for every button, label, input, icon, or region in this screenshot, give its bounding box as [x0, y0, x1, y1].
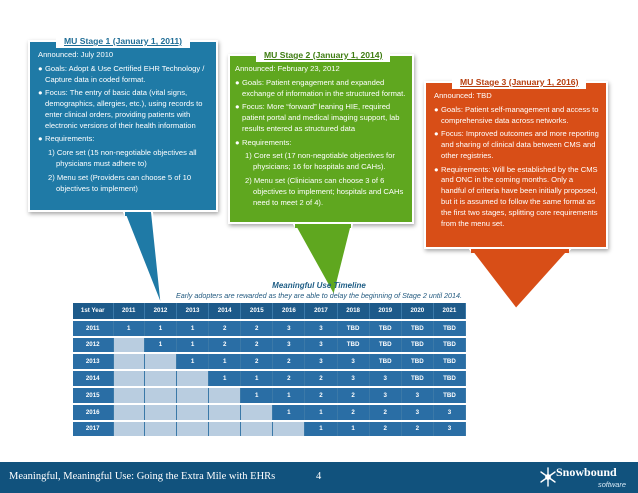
stage-cell — [144, 387, 176, 404]
stage-cell: 3 — [337, 353, 369, 370]
header-year: 2021 — [433, 303, 465, 320]
stage-cell: 3 — [433, 404, 465, 421]
stage1-announced: Announced: July 2010 — [38, 50, 114, 59]
stage2-goals — [235, 78, 406, 100]
stage-cell: TBD — [401, 353, 433, 370]
header-year: 2018 — [337, 303, 369, 320]
stage-cell: 2 — [273, 353, 305, 370]
stage2-list — [235, 78, 406, 149]
stage2-title: MU Stage 2 (January 1, 2014) — [256, 48, 390, 62]
bullet-icon: ● — [235, 77, 240, 87]
table-row — [73, 320, 466, 337]
timeline-table — [73, 303, 466, 438]
stage3-title: MU Stage 3 (January 1, 2016) — [452, 75, 586, 89]
stage-cell: 1 — [177, 337, 209, 354]
stage2-req1: 1) Core set (17 non-negotiable objectives for physicians; 16 for hospitals and CAHs). — [245, 151, 395, 172]
stage-cell: 1 — [144, 337, 176, 354]
stage2-announced: Announced: February 23, 2012 — [235, 64, 340, 73]
bullet-icon: ● — [434, 129, 439, 139]
stage1-req2: 2) Menu set (Providers can choose 5 of 10 objectives to implement) — [48, 172, 192, 193]
timeline-header-row — [73, 303, 466, 320]
stage-cell: 2 — [369, 404, 401, 421]
stage1-focus — [38, 88, 210, 131]
stage3-list — [434, 105, 600, 230]
page-number: 4 — [316, 471, 322, 482]
stage-cell: 3 — [369, 387, 401, 404]
table-row — [73, 404, 466, 421]
stage-cell — [209, 421, 241, 438]
brand-subtitle: software — [598, 480, 626, 489]
header-year: 2019 — [369, 303, 401, 320]
stage-cell: 2 — [337, 387, 369, 404]
stage-cell: TBD — [433, 320, 465, 337]
stage-cell: 1 — [177, 320, 209, 337]
stage-cell — [209, 387, 241, 404]
stage2-requirements-text: Requirements: — [242, 137, 292, 147]
stage1-title: MU Stage 1 (January 1, 2011) — [56, 34, 190, 48]
stage1-focus-text: Focus: The entry of basic data (vital signs, demographics, allergies, etc.), using records to enter clinical orders, providing patients with electronic versions of their health information — [45, 88, 203, 130]
footer-bar — [0, 462, 638, 493]
stage-cell: 1 — [337, 421, 369, 438]
stage-cell — [113, 404, 144, 421]
stage-cell — [177, 370, 209, 387]
stage-cell — [144, 404, 176, 421]
stage-cell: 1 — [305, 404, 337, 421]
stage-cell: 1 — [273, 404, 305, 421]
header-year: 2011 — [113, 303, 144, 320]
stage-cell: TBD — [433, 353, 465, 370]
stage-cell: TBD — [401, 320, 433, 337]
stage-cell: TBD — [401, 370, 433, 387]
stage-cell: 1 — [241, 370, 273, 387]
bullet-icon: ● — [38, 88, 43, 98]
stage2-callout — [228, 50, 414, 224]
stage-cell: TBD — [401, 337, 433, 354]
stage-cell: TBD — [369, 353, 401, 370]
stage-cell — [144, 353, 176, 370]
header-year: 2016 — [273, 303, 305, 320]
stage-cell: 2 — [241, 337, 273, 354]
stage2-requirements — [235, 138, 406, 149]
stage-cell: 2 — [241, 320, 273, 337]
stage3-announced: Announced: TBD — [434, 91, 492, 100]
stage-cell — [144, 370, 176, 387]
timeline-subtitle: Early adopters are rewarded as they are able to delay the beginning of Stage 2 until 2014. — [175, 291, 463, 300]
header-year: 2014 — [209, 303, 241, 320]
stage-cell — [177, 387, 209, 404]
stage-cell: TBD — [369, 320, 401, 337]
stage3-callout — [424, 77, 608, 249]
stage3-focus — [434, 129, 600, 161]
stage-cell — [209, 404, 241, 421]
stage1-requirements-text: Requirements: — [45, 134, 95, 144]
stage-cell: 3 — [273, 320, 305, 337]
stage1-goals — [38, 64, 210, 86]
stage-cell: 2 — [369, 421, 401, 438]
table-row — [73, 353, 466, 370]
stage-cell: TBD — [337, 337, 369, 354]
footer-title: Meaningful, Meaningful Use: Going the Extra Mile with EHRs — [9, 471, 276, 482]
stage-cell — [113, 370, 144, 387]
row-year-cell: 2017 — [73, 421, 113, 438]
timeline-table-wrap — [73, 303, 466, 438]
stage-cell: 3 — [337, 370, 369, 387]
stage-cell: 3 — [401, 404, 433, 421]
stage-cell: 1 — [144, 320, 176, 337]
stage-cell: 1 — [305, 421, 337, 438]
stage-cell: 2 — [209, 337, 241, 354]
stage1-sub-list — [38, 148, 210, 194]
bullet-icon: ● — [434, 104, 439, 114]
timeline-title: Meaningful Use Timeline — [272, 281, 366, 290]
snowbound-logo — [538, 465, 634, 491]
stage3-goals — [434, 105, 600, 127]
stage-cell: TBD — [433, 337, 465, 354]
timeline-table-body — [73, 320, 466, 438]
header-year: 2012 — [144, 303, 176, 320]
stage-cell — [273, 421, 305, 438]
stage2-focus — [235, 102, 406, 134]
bullet-icon: ● — [235, 102, 240, 112]
stage-cell — [177, 421, 209, 438]
stage-cell — [113, 353, 144, 370]
stage-cell — [144, 421, 176, 438]
stage-cell: 2 — [305, 370, 337, 387]
stage-cell: 2 — [401, 421, 433, 438]
bullet-icon: ● — [235, 137, 240, 147]
bullet-icon: ● — [38, 134, 43, 144]
row-year-cell: 2015 — [73, 387, 113, 404]
stage-cell: 2 — [273, 370, 305, 387]
stage1-requirements — [38, 134, 210, 145]
header-year: 2017 — [305, 303, 337, 320]
stage-cell — [241, 421, 273, 438]
brand-name: Snowbound — [556, 465, 617, 479]
stage-cell: TBD — [369, 337, 401, 354]
stage-cell: 1 — [241, 387, 273, 404]
stage1-callout — [28, 36, 218, 212]
stage3-goals-text: Goals: Patient self-management and access to comprehensive data across networks. — [441, 104, 599, 125]
stage-cell: 3 — [305, 320, 337, 337]
row-year-cell: 2011 — [73, 320, 113, 337]
stage2-goals-text: Goals: Patient engagement and expanded exchange of information in the structured format. — [242, 77, 406, 98]
snowflake-icon — [540, 466, 556, 488]
stage-cell: TBD — [433, 387, 465, 404]
stage-cell: 3 — [433, 421, 465, 438]
stage-cell — [177, 404, 209, 421]
stage2-focus-text: Focus: More “forward” leaning HIE, required patient portal and medical imaging support, lab results entered as structured data — [242, 102, 400, 133]
stage-cell — [113, 387, 144, 404]
stage-cell — [113, 421, 144, 438]
row-year-cell: 2012 — [73, 337, 113, 354]
table-row — [73, 421, 466, 438]
stage-cell: 1 — [209, 353, 241, 370]
stage-cell: TBD — [433, 370, 465, 387]
stage3-requirements-text: Requirements: Will be established by the CMS and ONC in the coming months. Only a handful of criteria have been initially proposed, but it is assumed to follow the same format as the first two stages, splitting core requirements from the menu set. — [441, 164, 598, 228]
stage1-goals-text: Goals: Adopt & Use Certified EHR Technology / Capture data in coded format. — [45, 63, 205, 84]
stage-cell: 3 — [305, 337, 337, 354]
stage-cell — [241, 404, 273, 421]
stage-cell: 3 — [305, 353, 337, 370]
stage1-list — [38, 64, 210, 145]
row-year-cell: 2014 — [73, 370, 113, 387]
stage2-req2: 2) Menu set (Clinicians can choose 3 of 6 objectives to implement; hospitals and CAHs need to meet 2 of 4). — [245, 176, 404, 207]
timeline-table-head — [73, 303, 466, 320]
stage2-sub-list — [235, 151, 406, 208]
stage3-requirements — [434, 165, 600, 230]
stage-cell: 1 — [209, 370, 241, 387]
stage-cell: 3 — [401, 387, 433, 404]
stage-cell: 1 — [177, 353, 209, 370]
table-row — [73, 370, 466, 387]
stage3-focus-text: Focus: Improved outcomes and more reporting and sharing of clinical data between CMS and other registries. — [441, 129, 599, 160]
row-year-cell: 2013 — [73, 353, 113, 370]
stage-cell: 3 — [273, 337, 305, 354]
stage1-req1: 1) Core set (15 non-negotiable objectives all physicians must adhere to) — [48, 148, 197, 169]
header-first-year: 1st Year — [73, 303, 113, 320]
header-year: 2020 — [401, 303, 433, 320]
stage-cell: 2 — [241, 353, 273, 370]
bullet-icon: ● — [434, 164, 439, 174]
row-year-cell: 2016 — [73, 404, 113, 421]
header-year: 2015 — [241, 303, 273, 320]
bullet-icon: ● — [38, 63, 43, 73]
stage-cell: 3 — [369, 370, 401, 387]
table-row — [73, 337, 466, 354]
stage-cell: 1 — [113, 320, 144, 337]
stage-cell: 2 — [305, 387, 337, 404]
table-row — [73, 387, 466, 404]
header-year: 2013 — [177, 303, 209, 320]
stage-cell: 2 — [209, 320, 241, 337]
stage-cell — [113, 337, 144, 354]
stage-cell: 2 — [337, 404, 369, 421]
stage-cell: 1 — [273, 387, 305, 404]
stage-cell: TBD — [337, 320, 369, 337]
